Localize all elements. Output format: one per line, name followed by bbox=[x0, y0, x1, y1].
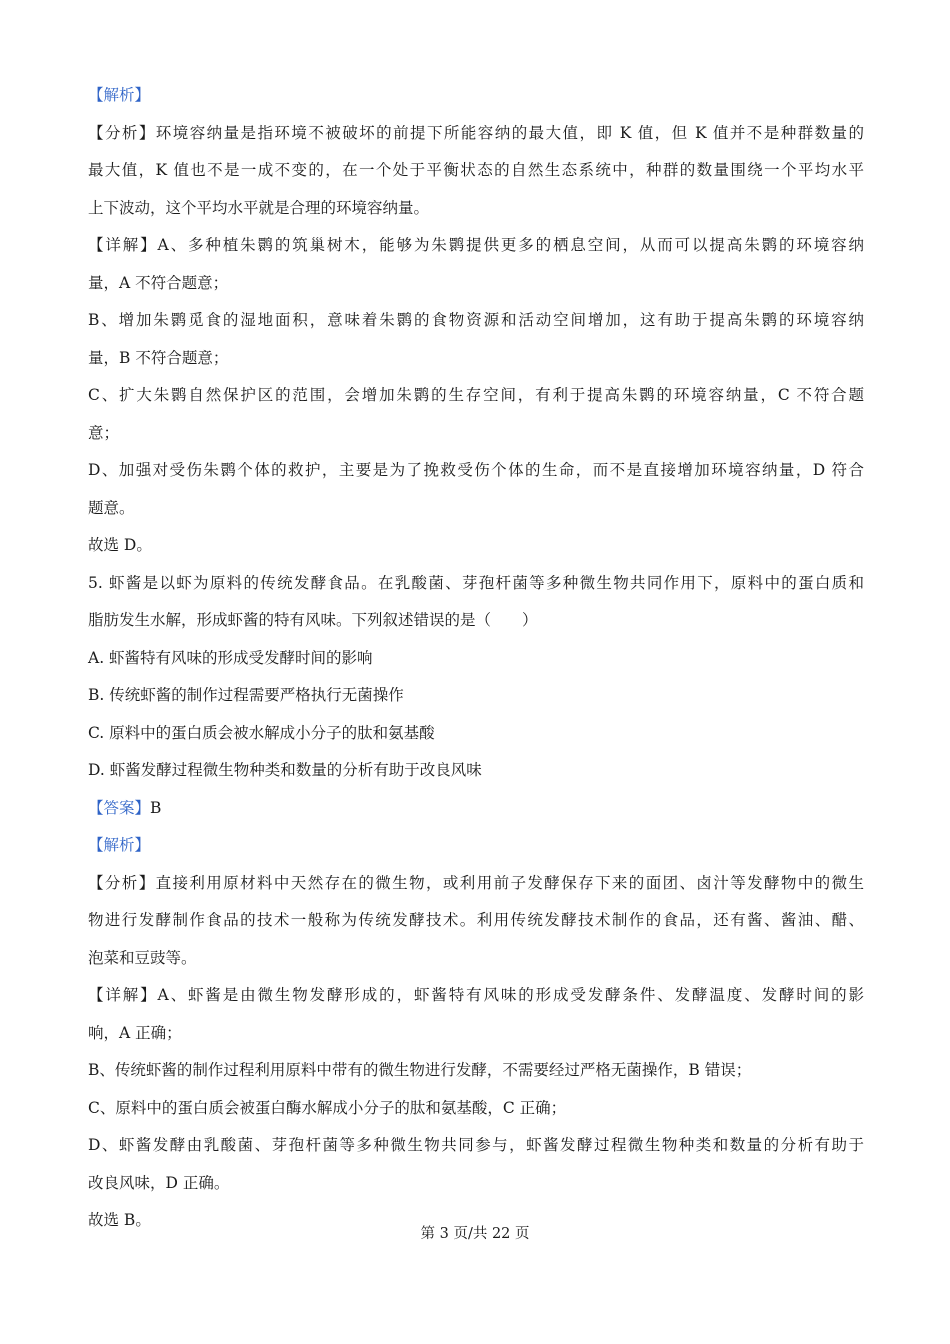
q4-detail-line-6: 意； bbox=[88, 423, 120, 442]
q5-jiexi-tag: 【解析】 bbox=[88, 836, 151, 854]
q4-detail-line-1: 【详解】A、多种植朱鹮的筑巢树木，能够为朱鹮提供更多的栖息空间，从而可以提高朱鹮的环境容纳 bbox=[88, 236, 864, 254]
q5-detail-line-4: C、原料中的蛋白质会被蛋白酶水解成小分子的肽和氨基酸，C 正确； bbox=[88, 1098, 567, 1117]
q5-detail-line-5: D、虾酱发酵由乳酸菌、芽孢杆菌等多种微生物共同参与，虾酱发酵过程微生物种类和数量的分析有助于 bbox=[88, 1136, 864, 1154]
q5-analysis-line-1: 【分析】直接利用原材料中天然存在的微生物，或利用前子发酵保存下来的面团、卤汁等发酵物中的微生 bbox=[88, 873, 864, 892]
q5-option-b: B. 传统虾酱的制作过程需要严格执行无菌操作 bbox=[88, 686, 404, 704]
q4-detail-tag: 【详解】 bbox=[88, 236, 158, 254]
q4-analysis-line-3: 上下波动，这个平均水平就是合理的环境容纳量。 bbox=[88, 198, 430, 217]
q4-detail-line-4: 量，B 不符合题意； bbox=[88, 348, 229, 367]
q5-detail-line-1: 【详解】A、虾酱是由微生物发酵形成的，虾酱特有风味的形成受发酵条件、发酵温度、发酵时间的影 bbox=[88, 986, 864, 1004]
q5-stem-line-2: 脂肪发生水解，形成虾酱的特有风味。下列叙述错误的是（ ） bbox=[88, 611, 538, 629]
q4-analysis-tag: 【分析】 bbox=[88, 123, 156, 142]
q4-analysis-line-1: 【分析】环境容纳量是指环境不被破坏的前提下所能容纳的最大值，即 K 值，但 K 值并不是种群数量的 bbox=[88, 123, 864, 142]
document-body bbox=[88, 77, 864, 1240]
q5-stem-line-1: 5. 虾酱是以虾为原料的传统发酵食品。在乳酸菌、芽孢杆菌等多种微生物共同作用下，原料中的蛋白质和 bbox=[88, 573, 864, 592]
q5-answer-value: B bbox=[150, 798, 162, 817]
q4-detail-line-3: B、增加朱鹮觅食的湿地面积，意味着朱鹮的食物资源和活动空间增加，这有助于提高朱鹮的环境容纳 bbox=[88, 311, 864, 329]
q5-detail-line-3: B、传统虾酱的制作过程利用原料中带有的微生物进行发酵，不需要经过严格无菌操作，B 错误； bbox=[88, 1061, 752, 1079]
q4-detail-line-5: C、扩大朱鹮自然保护区的范围，会增加朱鹮的生存空间，有利于提高朱鹮的环境容纳量，C 不符合题 bbox=[88, 386, 864, 404]
q5-detail-tag: 【详解】 bbox=[88, 986, 158, 1004]
page-footer: 第 3 页/共 22 页 bbox=[420, 1226, 530, 1242]
q5-option-a: A. 虾酱特有风味的形成受发酵时间的影响 bbox=[88, 648, 373, 667]
q5-answer-tag: 【答案】 bbox=[88, 798, 151, 817]
q4-detail-line-8: 题意。 bbox=[88, 498, 135, 517]
q4-conclusion: 故选 D。 bbox=[88, 536, 152, 554]
q4-analysis-line-2: 最大值，K 值也不是一成不变的，在一个处于平衡状态的自然生态系统中，种群的数量围绕一个平均水平 bbox=[88, 161, 864, 179]
q4-detail-line-2: 量，A 不符合题意； bbox=[88, 273, 229, 292]
q5-conclusion: 故选 B。 bbox=[88, 1211, 151, 1229]
q5-option-d: D. 虾酱发酵过程微生物种类和数量的分析有助于改良风味 bbox=[88, 761, 482, 779]
q4-detail-line-7: D、加强对受伤朱鹮个体的救护，主要是为了挽救受伤个体的生命，而不是直接增加环境容纳量，D 符合 bbox=[88, 461, 864, 479]
q5-detail-line-2: 响，A 正确； bbox=[88, 1023, 182, 1042]
q5-analysis-tag: 【分析】 bbox=[88, 873, 156, 892]
q5-option-c: C. 原料中的蛋白质会被水解成小分子的肽和氨基酸 bbox=[88, 723, 435, 742]
q5-analysis-line-3: 泡菜和豆豉等。 bbox=[88, 948, 197, 967]
q5-detail-line-6: 改良风味，D 正确。 bbox=[88, 1173, 230, 1192]
q5-analysis-line-2: 物进行发酵制作食品的技术一般称为传统发酵技术。利用传统发酵技术制作的食品，还有酱、酱油、醋、 bbox=[88, 911, 864, 929]
q4-jiexi-tag: 【解析】 bbox=[88, 86, 151, 104]
q5-answer bbox=[88, 790, 864, 828]
